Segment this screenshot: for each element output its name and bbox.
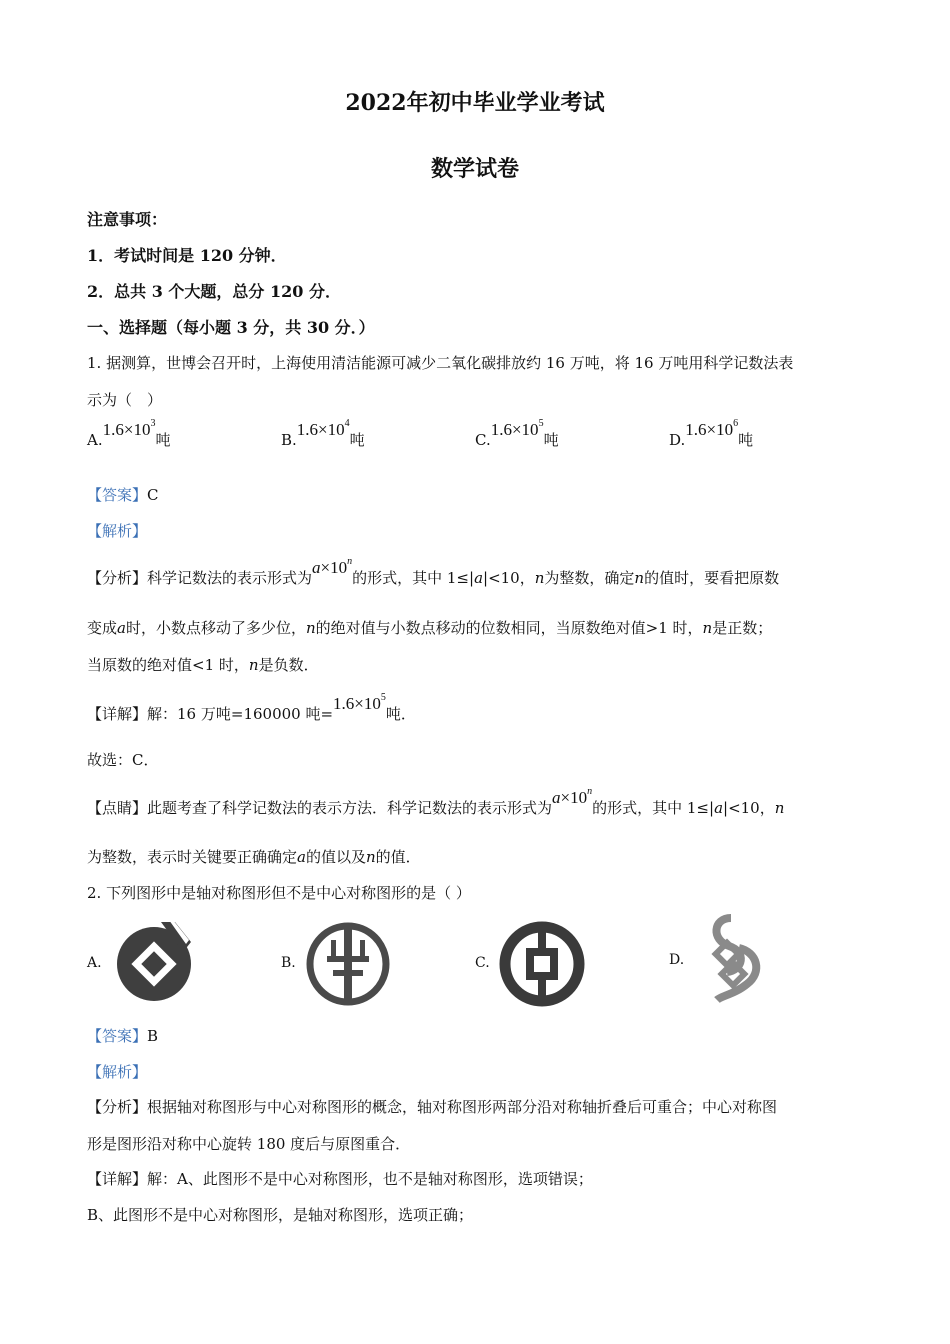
- q1-choice: 故选：C．: [87, 751, 159, 769]
- q2-option-c: C.: [475, 918, 587, 1008]
- section-heading: 一、选择题（每小题 3 分，共 30 分．）: [87, 318, 375, 337]
- answer-tag: 【答案】: [87, 486, 148, 504]
- q1-fenxi-line1: 【分析】科学记数法的表示形式为$a\times 10^n$的形式，其中 1≤|a|<10，n为整数，确定n的值时，要看把原数: [87, 556, 780, 587]
- q2-answer: 【答案】B: [87, 1027, 159, 1045]
- notice-heading: 注意事项：: [87, 210, 168, 229]
- notice-item-2: 2．总共 3 个大题，总分 120 分．: [87, 282, 341, 301]
- bank-logo-d-icon: [691, 912, 781, 1008]
- q2-analysis-tag: 【解析】: [87, 1063, 148, 1081]
- q1-analysis-tag: 【解析】: [87, 522, 148, 540]
- q1-stem-line1: 1. 据测算，世博会召开时，上海使用清洁能源可减少二氧化碳排放约 16 万吨，将 16 万吨用科学记数法表: [87, 354, 794, 372]
- q1-detail: 【详解】解：16 万吨=160000 吨$=1.6\times 10^5$吨．: [87, 692, 416, 723]
- q1-option-b: $B.1.6\times 10^4$吨: [281, 418, 365, 449]
- q2-stem: 2. 下列图形中是轴对称图形但不是中心对称图形的是（ ）: [87, 884, 471, 902]
- q1-fenxi-line2: 变成a时，小数点移动了多少位，n的绝对值与小数点移动的位数相同，当原数绝对值>1 时，n是正数；: [87, 619, 773, 637]
- q1-option-a: $A.1.6\times 10^3$吨: [87, 418, 171, 449]
- q1-option-c: $C.1.6\times 10^5$吨: [475, 418, 559, 449]
- q2-fenxi-line2: 形是图形沿对称中心旋转 180 度后与原图重合．: [87, 1135, 411, 1153]
- q2-option-a: A.: [87, 918, 199, 1008]
- q2-detail-a: 【详解】解：A、此图形不是中心对称图形，也不是轴对称图形，选项错误；: [87, 1170, 593, 1188]
- q2-fenxi-line1: 【分析】根据轴对称图形与中心对称图形的概念，轴对称图形两部分沿对称轴折叠后可重合；中心对称图: [87, 1098, 778, 1116]
- bank-logo-b-icon: [303, 918, 393, 1008]
- q2-option-d: D.: [669, 912, 781, 1008]
- exam-subtitle: 数学试卷: [430, 156, 519, 182]
- notice-item-1: 1．考试时间是 120 分钟．: [87, 246, 287, 265]
- q1-dianjing-line1: 【点睛】此题考查了科学记数法的表示方法．科学记数法的表示形式为$a\times 10^n$的形式，其中 1≤|a|<10，n: [87, 786, 785, 817]
- bank-logo-c-icon: [497, 918, 587, 1008]
- q1-option-d: $D.1.6\times 10^6$吨: [669, 418, 754, 449]
- exam-title: 2022年初中毕业学业考试: [345, 90, 605, 116]
- q1-answer: [87, 484, 867, 505]
- q1-dianjing-line2: 为整数，表示时关键要正确确定a的值以及n的值．: [87, 848, 421, 866]
- q2-option-b: B.: [281, 918, 393, 1008]
- q2-detail-b: B、此图形不是中心对称图形，是轴对称图形，选项正确；: [87, 1206, 474, 1224]
- bank-logo-a-icon: [109, 918, 199, 1008]
- answer-value: C: [147, 486, 159, 504]
- q1-fenxi-line3: 当原数的绝对值<1 时，n是负数．: [87, 656, 319, 674]
- q1-stem-line2: 示为（ ）: [87, 391, 163, 409]
